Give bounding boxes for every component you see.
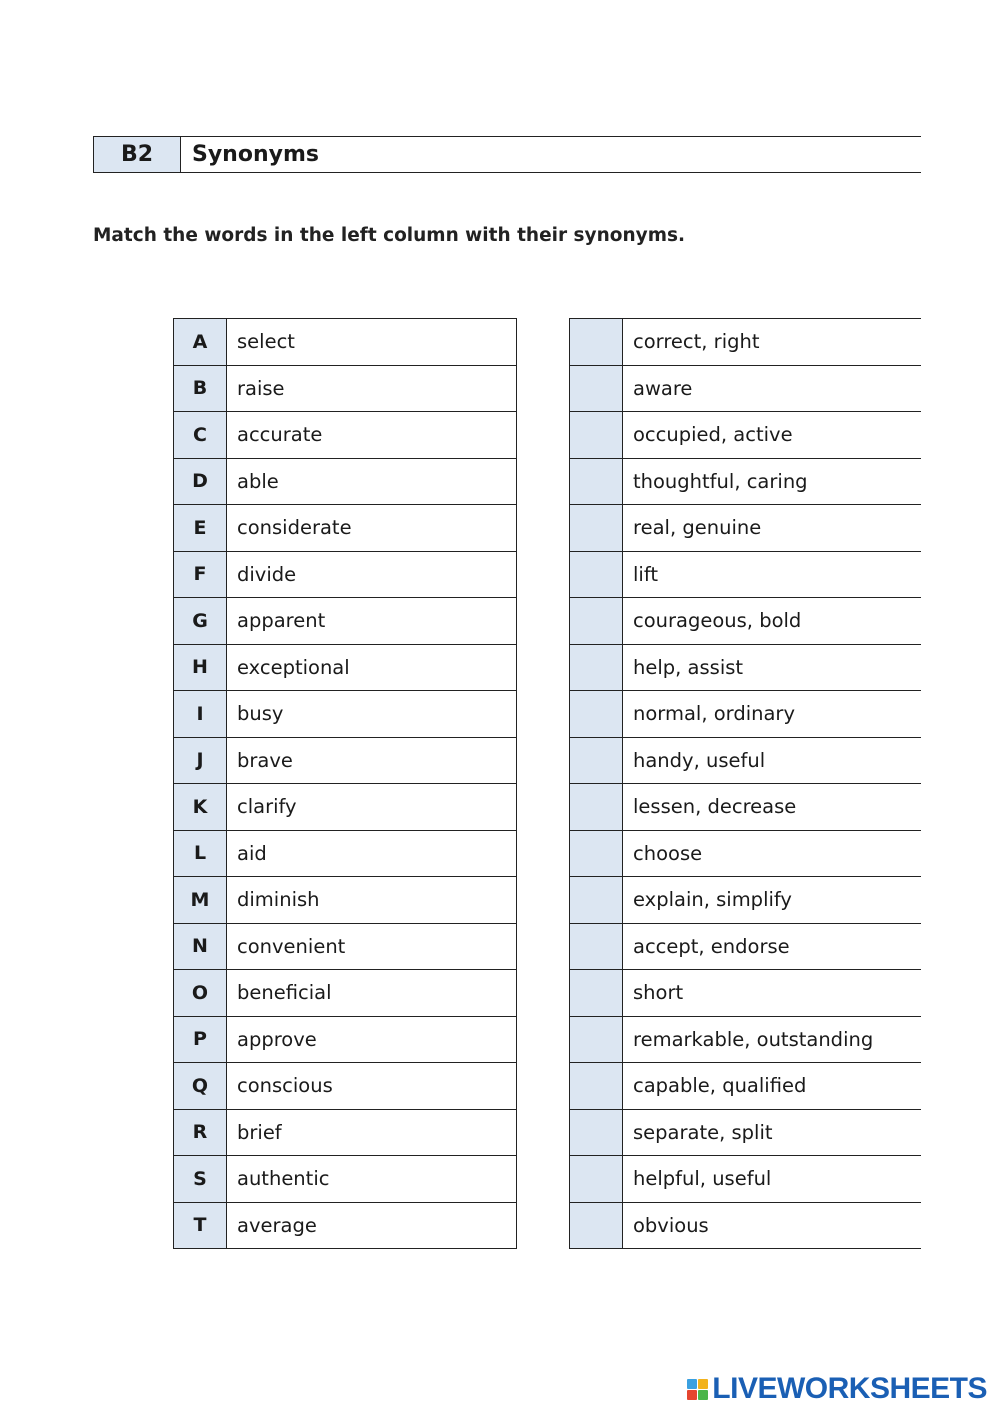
synonym-text: lessen, decrease (623, 784, 922, 831)
answer-box[interactable] (570, 1202, 623, 1249)
answer-box[interactable] (570, 365, 623, 412)
word-letter: A (174, 319, 227, 366)
word-letter: O (174, 970, 227, 1017)
synonym-row (570, 598, 922, 645)
word-row (174, 319, 517, 366)
synonym-row (570, 737, 922, 784)
synonym-row (570, 1156, 922, 1203)
word-letter: Q (174, 1063, 227, 1110)
synonym-row (570, 830, 922, 877)
word-text: average (227, 1202, 517, 1249)
synonym-text: short (623, 970, 922, 1017)
word-row (174, 970, 517, 1017)
answer-box[interactable] (570, 551, 623, 598)
synonym-row (570, 319, 922, 366)
synonym-text: normal, ordinary (623, 691, 922, 738)
word-text: brief (227, 1109, 517, 1156)
synonym-text: correct, right (623, 319, 922, 366)
synonym-text: separate, split (623, 1109, 922, 1156)
answer-box[interactable] (570, 319, 623, 366)
brand-footer (687, 1372, 987, 1406)
synonym-row (570, 1109, 922, 1156)
liveworksheets-logo-icon (687, 1379, 708, 1400)
word-letter: H (174, 644, 227, 691)
brand-name: LIVEWORKSHEETS (712, 1372, 987, 1405)
section-title: Synonyms (192, 142, 319, 167)
section-header (93, 136, 921, 173)
word-letter: G (174, 598, 227, 645)
synonym-row (570, 970, 922, 1017)
word-letter: T (174, 1202, 227, 1249)
answer-box[interactable] (570, 458, 623, 505)
word-letter: L (174, 830, 227, 877)
word-letter: C (174, 412, 227, 459)
synonym-text: obvious (623, 1202, 922, 1249)
word-letter: S (174, 1156, 227, 1203)
synonym-row (570, 644, 922, 691)
synonym-text: thoughtful, caring (623, 458, 922, 505)
word-text: brave (227, 737, 517, 784)
word-text: exceptional (227, 644, 517, 691)
word-letter: M (174, 877, 227, 924)
word-text: apparent (227, 598, 517, 645)
word-letter: I (174, 691, 227, 738)
word-letter: F (174, 551, 227, 598)
answer-box[interactable] (570, 644, 623, 691)
word-text: convenient (227, 923, 517, 970)
synonym-row (570, 551, 922, 598)
synonym-text: lift (623, 551, 922, 598)
synonym-row (570, 365, 922, 412)
answer-box[interactable] (570, 877, 623, 924)
word-letter: J (174, 737, 227, 784)
answer-box[interactable] (570, 1016, 623, 1063)
synonym-row (570, 505, 922, 552)
synonym-row (570, 1016, 922, 1063)
word-row (174, 691, 517, 738)
answer-box[interactable] (570, 1156, 623, 1203)
word-row (174, 365, 517, 412)
answer-box[interactable] (570, 830, 623, 877)
synonym-row (570, 784, 922, 831)
synonym-text: help, assist (623, 644, 922, 691)
synonym-text: remarkable, outstanding (623, 1016, 922, 1063)
synonym-text: occupied, active (623, 412, 922, 459)
answer-box[interactable] (570, 1063, 623, 1110)
answer-box[interactable] (570, 598, 623, 645)
synonym-text: capable, qualified (623, 1063, 922, 1110)
word-letter: E (174, 505, 227, 552)
word-text: aid (227, 830, 517, 877)
word-row (174, 644, 517, 691)
word-row (174, 877, 517, 924)
answer-box[interactable] (570, 505, 623, 552)
word-text: select (227, 319, 517, 366)
answer-box[interactable] (570, 1109, 623, 1156)
word-letter: B (174, 365, 227, 412)
word-row (174, 830, 517, 877)
answer-box[interactable] (570, 737, 623, 784)
word-text: accurate (227, 412, 517, 459)
synonym-row (570, 458, 922, 505)
word-text: divide (227, 551, 517, 598)
answer-box[interactable] (570, 923, 623, 970)
word-row (174, 1156, 517, 1203)
word-row (174, 784, 517, 831)
word-row (174, 598, 517, 645)
word-text: authentic (227, 1156, 517, 1203)
word-letter: D (174, 458, 227, 505)
instructions: Match the words in the left column with their synonyms. (93, 225, 686, 246)
word-row (174, 1016, 517, 1063)
word-row (174, 1202, 517, 1249)
synonym-row (570, 1202, 922, 1249)
synonym-row (570, 923, 922, 970)
word-row (174, 458, 517, 505)
word-row (174, 1109, 517, 1156)
answer-box[interactable] (570, 970, 623, 1017)
synonym-text: real, genuine (623, 505, 922, 552)
word-text: conscious (227, 1063, 517, 1110)
word-row (174, 505, 517, 552)
word-text: considerate (227, 505, 517, 552)
synonym-row (570, 412, 922, 459)
synonym-text: courageous, bold (623, 598, 922, 645)
synonym-text: aware (623, 365, 922, 412)
answer-box[interactable] (570, 691, 623, 738)
synonym-row (570, 1063, 922, 1110)
words-table (173, 318, 517, 1249)
word-letter: N (174, 923, 227, 970)
word-text: diminish (227, 877, 517, 924)
synonyms-table (569, 318, 921, 1249)
word-text: able (227, 458, 517, 505)
word-row (174, 1063, 517, 1110)
synonym-text: handy, useful (623, 737, 922, 784)
word-letter: K (174, 784, 227, 831)
word-letter: R (174, 1109, 227, 1156)
synonym-text: choose (623, 830, 922, 877)
word-text: approve (227, 1016, 517, 1063)
word-row (174, 551, 517, 598)
answer-box[interactable] (570, 412, 623, 459)
word-row (174, 412, 517, 459)
synonym-text: accept, endorse (623, 923, 922, 970)
synonym-text: explain, simplify (623, 877, 922, 924)
word-text: busy (227, 691, 517, 738)
word-letter: P (174, 1016, 227, 1063)
synonym-row (570, 691, 922, 738)
word-row (174, 923, 517, 970)
word-text: clarify (227, 784, 517, 831)
synonym-text: helpful, useful (623, 1156, 922, 1203)
level-badge: B2 (93, 137, 181, 172)
word-text: raise (227, 365, 517, 412)
answer-box[interactable] (570, 784, 623, 831)
word-row (174, 737, 517, 784)
synonym-row (570, 877, 922, 924)
word-text: beneficial (227, 970, 517, 1017)
